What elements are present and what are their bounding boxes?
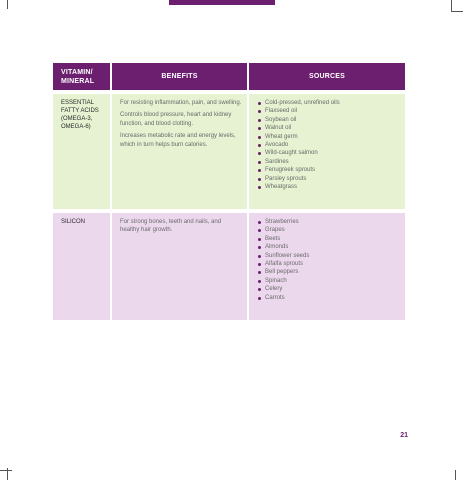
nutrient-name-line: (OMEGA-3,	[61, 116, 93, 122]
header-sources: SOURCES	[248, 63, 405, 90]
crop-mark	[455, 470, 456, 480]
source-item: Sardines	[257, 158, 400, 166]
source-item: Parsley sprouts	[257, 175, 400, 183]
nutrient-name	[53, 213, 111, 320]
nutrient-name-line: FATTY ACIDS	[61, 108, 99, 114]
crop-mark	[451, 11, 463, 12]
header-vitamin-line: VITAMIN/	[61, 68, 93, 76]
nutrient-name	[53, 94, 111, 209]
benefit-text: For resisting inflammation, pain, and swelling.	[120, 100, 242, 106]
nutrient-name-line: ESSENTIAL	[61, 100, 95, 106]
sources-cell	[248, 213, 405, 320]
header-mineral-line: MINERAL	[61, 77, 95, 85]
source-item: Strawberries	[257, 218, 400, 226]
benefit-text: For strong bones, teeth and nails, and healthy hair growth.	[120, 219, 222, 234]
nutrient-name-line: OMEGA-6)	[61, 124, 91, 130]
source-item: Wheatgrass	[257, 183, 400, 191]
source-item: Grapes	[257, 226, 400, 234]
sources-list	[257, 218, 400, 302]
source-item: Flaxseed oil	[257, 107, 400, 115]
source-item: Wheat germ	[257, 133, 400, 141]
source-item: Celery	[257, 285, 400, 293]
source-item: Cold-pressed, unrefined oils	[257, 99, 400, 107]
section-tab	[169, 0, 275, 5]
table-row	[53, 94, 405, 209]
page-number: 21	[400, 432, 408, 439]
header-benefits: BENEFITS	[111, 63, 248, 90]
source-item: Soybean oil	[257, 116, 400, 124]
source-item: Wild-caught salmon	[257, 149, 400, 157]
sources-cell	[248, 94, 405, 209]
header-vitamin-mineral	[53, 63, 111, 90]
source-item: Walnut oil	[257, 124, 400, 132]
source-item: Sunflower seeds	[257, 252, 400, 260]
nutrient-name-line: SILICON	[61, 219, 86, 225]
crop-mark	[0, 470, 12, 471]
source-item: Fenugreek sprouts	[257, 166, 400, 174]
nutrient-table	[53, 63, 405, 320]
table-header-row	[53, 63, 405, 90]
benefits-cell	[111, 94, 248, 209]
source-item: Bell peppers	[257, 268, 400, 276]
source-item: Beets	[257, 235, 400, 243]
source-item: Alfalfa sprouts	[257, 260, 400, 268]
source-item: Almonds	[257, 243, 400, 251]
table-row	[53, 213, 405, 320]
crop-mark	[7, 0, 8, 9]
source-item: Avocado	[257, 141, 400, 149]
benefit-text: Controls blood pressure, heart and kidney function, and blood clotting.	[120, 112, 232, 127]
sources-list	[257, 99, 400, 191]
source-item: Carrots	[257, 294, 400, 302]
benefit-text: Increases metabolic rate and energy levels, which in turn helps burn calories.	[120, 133, 236, 148]
benefits-cell	[111, 213, 248, 320]
source-item: Spinach	[257, 277, 400, 285]
